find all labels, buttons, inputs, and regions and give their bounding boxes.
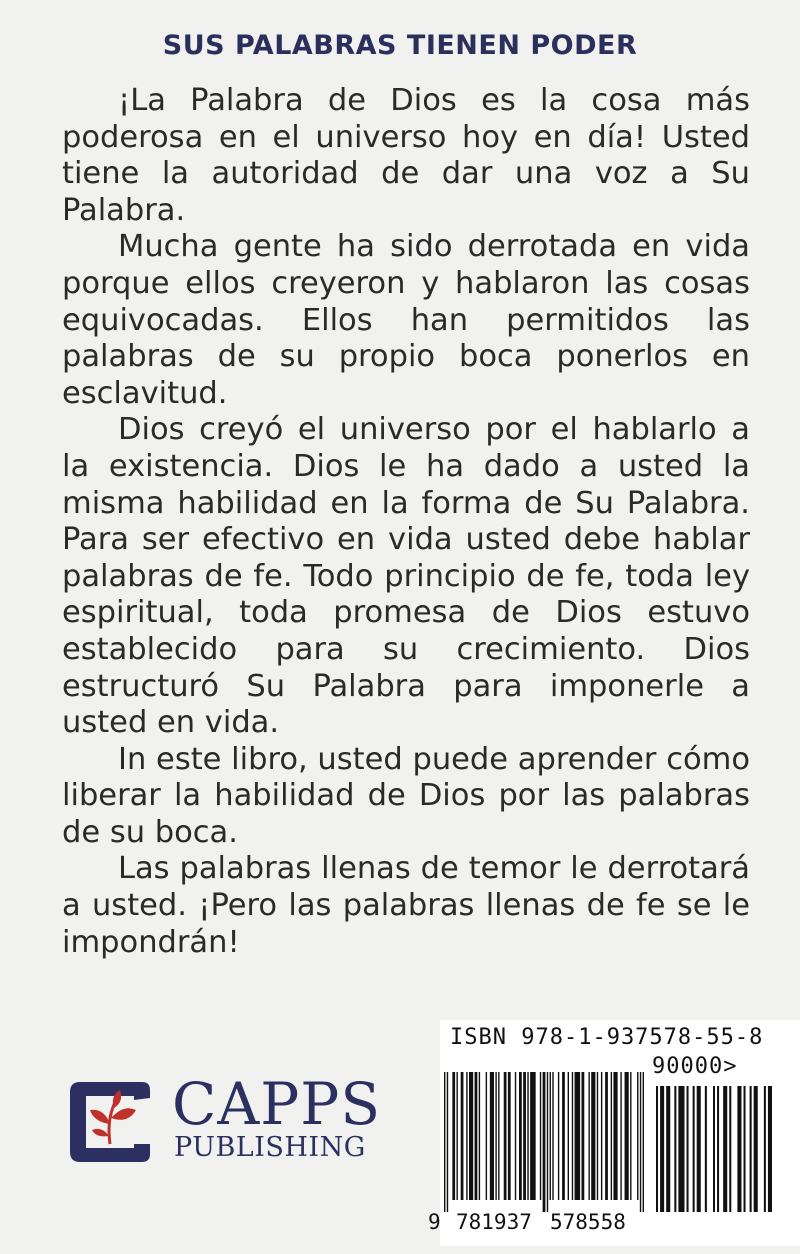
barcode-guard-bar: [444, 1072, 445, 1212]
barcode-bar: [591, 1072, 595, 1200]
barcode-bar: [656, 1086, 658, 1212]
barcode-bar: [717, 1086, 719, 1212]
barcode-guard-bar: [547, 1072, 548, 1212]
barcode-bar: [469, 1072, 473, 1200]
barcode-bar: [575, 1072, 581, 1200]
barcode-bar: [457, 1072, 458, 1200]
barcode-bar: [540, 1072, 541, 1200]
barcode-digits-left: 781937: [456, 1210, 532, 1234]
barcode-guard-bar: [447, 1072, 448, 1212]
blurb-paragraph-3: Dios creyó el universo por el hablarlo a la existencia. Dios le ha dado a usted la misma habilidad en la forma de Su Palabra. Para ser efectivo en vida usted debe hablar palabras de fe. Todo principio de fe, toda ley espiritual, toda promesa de Dios estuvo establecido para su crecimiento. Dios estructuró Su Palabra para imponerle a usted en vida.: [62, 412, 750, 741]
isbn-barcode: [420, 1020, 800, 1254]
barcode-bar: [750, 1086, 752, 1212]
isbn-label: ISBN 978-1-937578-55-8: [450, 1025, 764, 1050]
barcode-bar: [572, 1072, 573, 1200]
barcode-bar: [660, 1086, 664, 1212]
barcode-bar: [588, 1072, 589, 1200]
barcode-bar: [729, 1086, 731, 1212]
barcode-bar: [550, 1072, 551, 1200]
barcode-bar: [611, 1072, 612, 1200]
barcode-bar: [486, 1072, 487, 1200]
cover-title: SUS PALABRAS TIENEN PODER: [162, 30, 638, 61]
barcode-bar: [466, 1072, 467, 1200]
barcode-digits-right: 578558: [550, 1210, 626, 1234]
barcode-bar: [601, 1072, 602, 1200]
barcode-bar: [625, 1072, 629, 1200]
barcode-bar: [666, 1086, 670, 1212]
barcode-bar: [558, 1072, 559, 1200]
barcode-bar: [678, 1086, 684, 1212]
barcode-bar: [693, 1086, 695, 1212]
barcode-bar: [637, 1072, 638, 1200]
barcode-bar: [515, 1072, 516, 1200]
barcode-bar: [562, 1072, 565, 1200]
barcode-bar: [723, 1086, 727, 1212]
blurb-paragraph-1: ¡La Palabra de Dios es la cosa más poderosa en el universo hoy en día! Usted tiene la autoridad de dar una voz a Su Palabra.: [62, 83, 750, 228]
price-addon-label: 90000>: [652, 1054, 738, 1079]
barcode-bar: [461, 1072, 464, 1200]
barcode-guard-bar: [640, 1072, 641, 1212]
barcode-bar: [495, 1072, 496, 1200]
barcode-bar: [597, 1072, 598, 1200]
barcode-bar: [674, 1086, 676, 1212]
blurb-text: [62, 83, 750, 961]
barcode-bar: [519, 1072, 522, 1200]
barcode-bar: [687, 1086, 689, 1212]
barcode-bar: [764, 1086, 766, 1212]
addon-bars: [656, 1086, 776, 1236]
barcode-bar: [754, 1086, 758, 1212]
blurb-paragraph-2: Mucha gente ha sido derrotada en vida porque ellos creyeron y hablaron las cosas equivocadas. Ellos han permitidos las palabras de su propio boca ponerlos en esclavitud.: [62, 229, 750, 411]
barcode-bar: [713, 1086, 715, 1212]
barcode-bar: [620, 1072, 621, 1200]
barcode-bar: [490, 1072, 494, 1200]
barcode-bar: [737, 1086, 741, 1212]
barcode-bar: [504, 1072, 507, 1200]
barcode-bar: [582, 1072, 585, 1200]
barcode-bar: [605, 1072, 608, 1200]
barcode-bar: [697, 1086, 701, 1212]
publisher-name: CAPPS: [172, 1070, 382, 1138]
barcode-bar: [475, 1072, 478, 1200]
blurb-paragraph-5: Las palabras llenas de temor le derrotará a usted. ¡Pero las palabras llenas de fe se le impondrán!: [62, 851, 750, 960]
barcode-bar: [530, 1072, 536, 1200]
barcode-bar: [452, 1072, 455, 1200]
barcode-bar: [705, 1086, 707, 1212]
barcode-bar: [508, 1072, 511, 1200]
barcode-bar: [498, 1072, 499, 1200]
barcode-bar: [768, 1086, 772, 1212]
barcode-bar: [630, 1072, 631, 1200]
ean13-bars: [444, 1072, 650, 1222]
barcode-guard-bar: [543, 1072, 546, 1212]
barcode-bar: [568, 1072, 569, 1200]
barcode-bar: [613, 1072, 617, 1200]
barcode-bar: [744, 1086, 746, 1212]
barcode-digit-first: 9: [428, 1210, 441, 1234]
barcode-bar: [552, 1072, 553, 1200]
blurb-paragraph-4: In este libro, usted puede aprender cómo liberar la habilidad de Dios por las palabras de su boca.: [62, 741, 750, 850]
barcode-bar: [527, 1072, 528, 1200]
publisher-subtitle: PUBLISHING: [174, 1132, 366, 1163]
barcode-bar: [479, 1072, 480, 1200]
capps-leaf-logo-icon: [64, 1078, 158, 1166]
publisher-logo: [64, 1072, 409, 1172]
barcode-bar: [523, 1072, 526, 1200]
barcode-guard-bar: [643, 1072, 644, 1212]
